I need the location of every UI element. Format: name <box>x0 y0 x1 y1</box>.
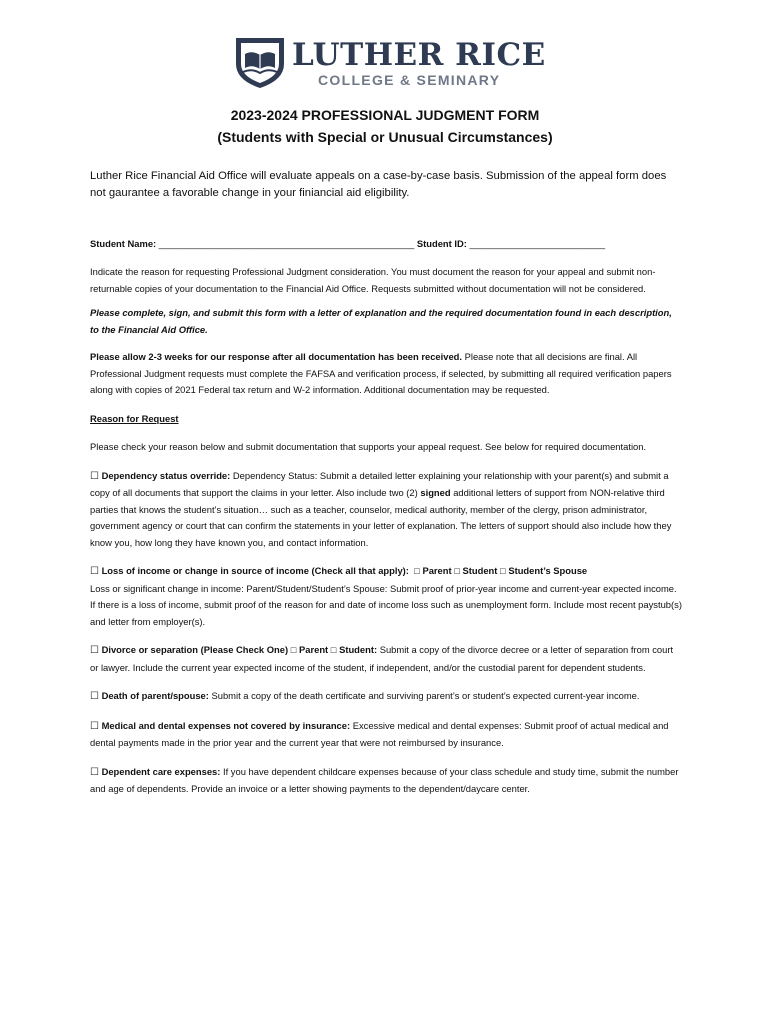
reason-medical <box>90 718 682 752</box>
income-student-checkbox[interactable]: □ <box>454 565 460 576</box>
dependency-label: Dependency status override: <box>101 469 231 481</box>
medical-label: Medical and dental expenses not covered by insurance: <box>101 719 351 731</box>
student-id-field[interactable]: __________________________ <box>469 238 606 249</box>
form-body <box>90 168 682 798</box>
dependency-text-1: Dependency Status: Submit a detailed letter explaining your relationship with your parent(s) and submit a copy of all documents that support the claims in your letter. Also include two (2) <box>90 469 669 498</box>
indicate-paragraph: Indicate the reason for requesting Professional Judgment consideration. You must document the reason for your appeal and submit non-returnable copies of your documentation to the Financial Aid Office. Requests submitted without documentation will not be considered. <box>90 266 656 294</box>
medical-checkbox[interactable]: ☐ <box>90 720 99 732</box>
income-text: Loss or significant change in income: Parent/Student/Student’s Spouse: Submit proof of prior-year income and current-year expected income. If there is a loss of income, submit proof of the reason for and date of income loss such as unemployment form. Include most recent paystub(s) and letter from employer(s). <box>90 582 682 627</box>
reason-heading: Reason for Request <box>90 412 179 424</box>
logo-college-name: LUTHER RICE <box>292 37 546 73</box>
medical-text: Excessive medical and dental expenses: Submit proof of actual medical and dental payments made in the prior year and the current year that were not reimbursed by insurance. <box>90 719 669 748</box>
dependency-signed: signed <box>420 487 451 498</box>
reason-intro: Please check your reason below and submit documentation that supports your appeal request. See below for required documentation. <box>90 441 647 452</box>
reason-income <box>90 563 682 630</box>
dependent-care-text: If you have dependent childcare expenses because of your class schedule and study time, submit the number and age of dependents. Provide an invoice or a letter showing payments to the dependent/daycare center. <box>90 765 679 794</box>
death-text: Submit a copy of the death certificate and surviving parent’s or student’s expected current-year income. <box>208 690 640 701</box>
reason-dependency <box>90 468 682 552</box>
student-name-field[interactable]: _________________________________________________ <box>158 238 415 249</box>
income-spouse-checkbox[interactable]: □ <box>500 565 506 576</box>
dependency-text-2: additional letters of support from NON-relative third parties that knows the student’s situation… such as a teacher, counselor, medical authority, member of the clergy, prison administrator, government agency or court that can confirm the statements in your letter of explanation. The letters of support should also include how they know you, how long they have known you, and contact information. <box>90 487 672 548</box>
divorce-parent-label: Parent <box>299 644 329 655</box>
income-checkbox[interactable]: ☐ <box>90 566 99 577</box>
dependency-checkbox[interactable]: ☐ <box>90 470 99 482</box>
income-student-label: Student <box>462 565 498 576</box>
death-label: Death of parent/spouse: <box>101 690 209 701</box>
student-name-label: Student Name: <box>90 238 157 249</box>
divorce-checkbox[interactable]: ☐ <box>90 645 99 656</box>
form-title-line-1: 2023-2024 PROFESSIONAL JUDGMENT FORM <box>230 107 540 123</box>
allow-paragraph <box>90 349 682 399</box>
death-checkbox[interactable]: ☐ <box>90 691 99 702</box>
form-title-line-2: (Students with Special or Unusual Circumstances) <box>217 129 553 145</box>
income-spouse-label: Student’s Spouse <box>508 565 588 576</box>
allow-rest-text: Please note that all decisions are final. All Professional Judgment requests must complete the FAFSA and verification process, if selected, by submitting all required verification papers along with copies of 2021 Federal tax return and W-2 information. Additional documentation may be requested. <box>90 351 672 395</box>
reason-divorce <box>90 642 682 676</box>
college-logo <box>230 34 546 94</box>
divorce-label: Divorce or separation (Please Check One) <box>101 644 289 655</box>
instruction-paragraph: Please complete, sign, and submit this form with a letter of explanation and the required documentation found in each description, to the Financial Aid Office. <box>90 307 672 335</box>
logo-college-subtitle: COLLEGE & SEMINARY <box>318 72 501 88</box>
divorce-student-checkbox[interactable]: □ <box>330 644 337 655</box>
student-info-row <box>90 236 682 252</box>
reason-death <box>90 688 682 706</box>
intro-paragraph: Luther Rice Financial Aid Office will evaluate appeals on a case-by-case basis. Submission of the appeal form does not gaurantee a favorable change in your finiancial aid eligibility. <box>90 170 667 199</box>
income-parent-label: Parent <box>422 565 452 576</box>
shield-book-icon <box>230 34 290 90</box>
form-title <box>0 104 770 148</box>
dependent-care-label: Dependent care expenses: <box>101 765 221 777</box>
dependent-care-checkbox[interactable]: ☐ <box>90 766 99 778</box>
student-id-label: Student ID: <box>416 238 467 249</box>
divorce-student-label: Student: <box>339 644 378 655</box>
reason-dependent-care <box>90 764 682 798</box>
allow-bold-text: Please allow 2-3 weeks for our response after all documentation has been received. <box>90 351 463 362</box>
income-label: Loss of income or change in source of income (Check all that apply): <box>101 565 409 576</box>
divorce-text: Submit a copy of the divorce decree or a letter of separation from court or lawyer. Include the current year expected income of the student, if independent, and/or the custodial parent for dependent students. <box>90 644 674 673</box>
divorce-parent-checkbox[interactable]: □ <box>290 644 297 655</box>
income-parent-checkbox[interactable]: □ <box>414 565 420 576</box>
